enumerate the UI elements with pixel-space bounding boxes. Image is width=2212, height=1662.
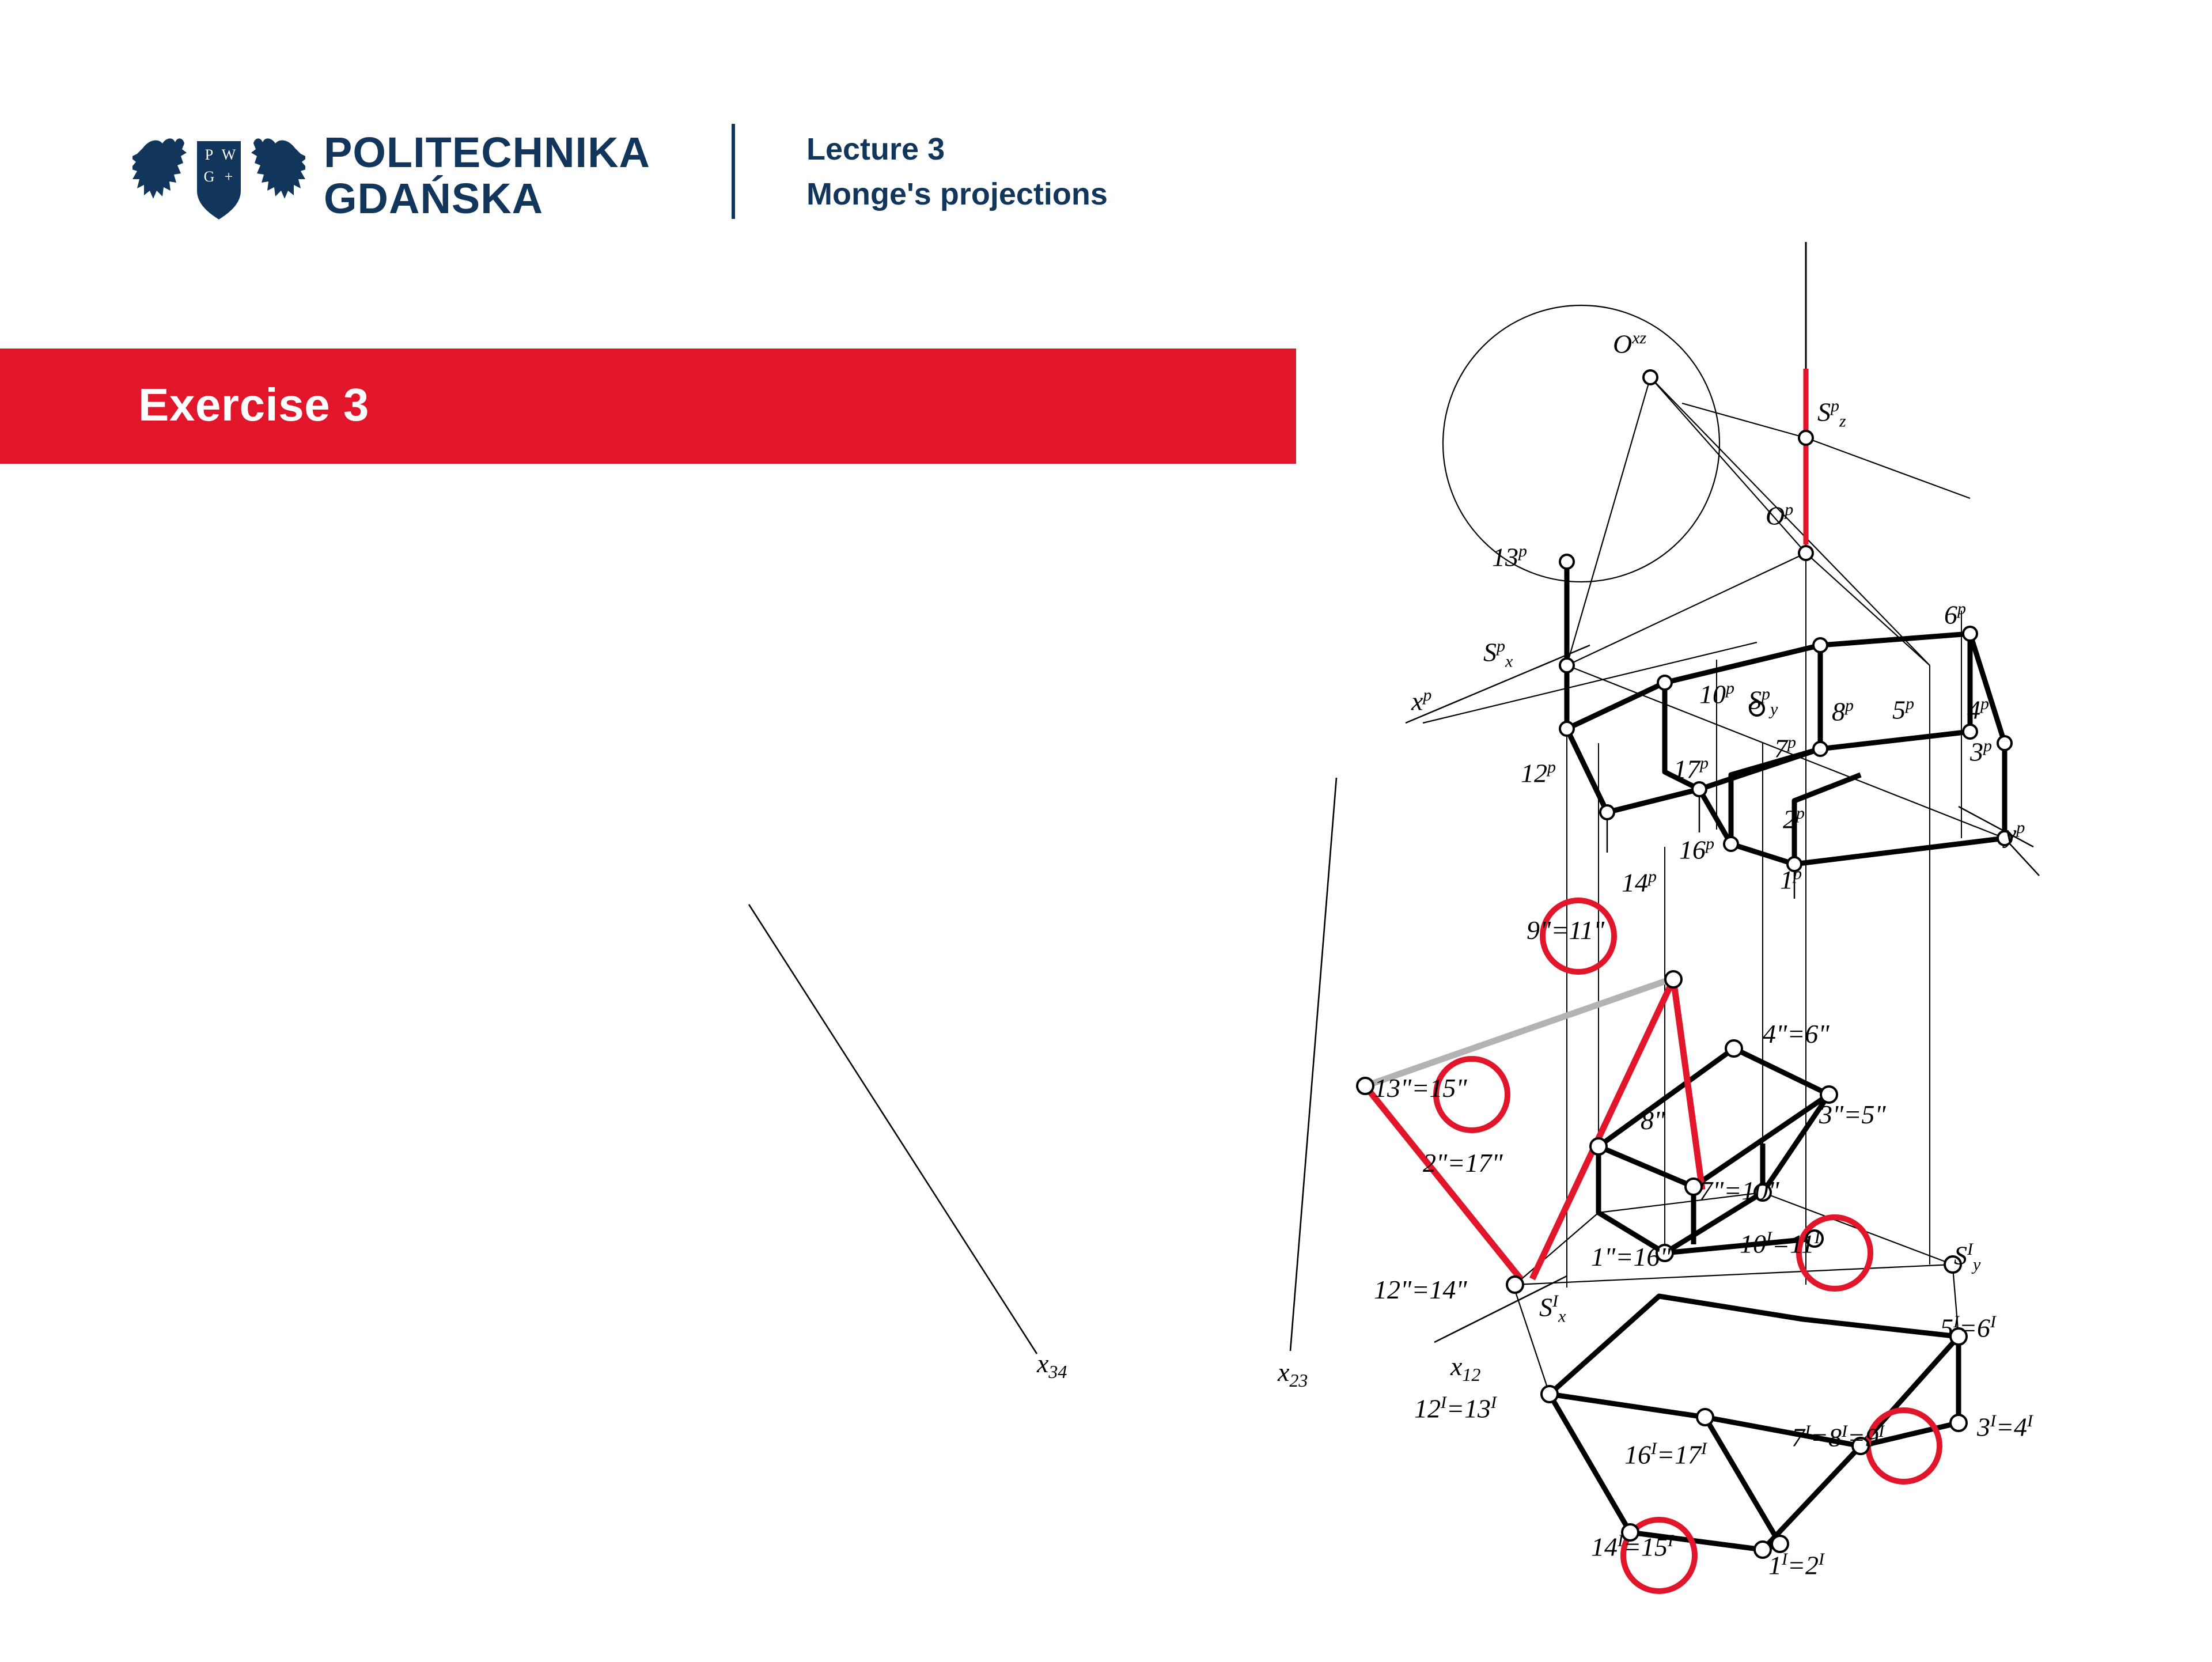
- x34-axis: [749, 904, 1037, 1354]
- grey-line-2nd: [1365, 979, 1671, 1086]
- svg-text:G: G: [203, 168, 215, 185]
- p10-label: 10$^p$: [1699, 679, 1734, 709]
- p13-label: 13$^p$: [1492, 542, 1527, 572]
- v4-6-label: 4"=6": [1763, 1019, 1830, 1048]
- p4-label: 4$^p$: [1967, 694, 1989, 725]
- p12-label: 12$^p$: [1521, 758, 1556, 788]
- o-p-label: $O^p$: [1766, 500, 1794, 531]
- xp-axis-label: $x^p$: [1411, 686, 1432, 716]
- x23-axis: [1290, 778, 1336, 1351]
- p6-label: 6$^p$: [1944, 599, 1966, 630]
- h16-17-label: $16^I=17^I$: [1624, 1439, 1707, 1470]
- sx-p-label: $S^p_x$: [1483, 637, 1513, 671]
- sy-prime-label: $S^I_y$: [1954, 1240, 1981, 1274]
- p2-label: 2$^p$: [1783, 804, 1805, 834]
- v9-11-label: 9"=11": [1527, 915, 1605, 945]
- v1-16-label: 1"=16": [1591, 1242, 1671, 1271]
- p17-label: 17$^p$: [1673, 754, 1709, 784]
- p8-label: 8$^p$: [1832, 696, 1854, 726]
- h12-13-label: $12^I=13^I$: [1414, 1393, 1497, 1424]
- h7-8-9-label: $7^I=8^I=9^I$: [1791, 1422, 1885, 1452]
- sx-prime-label: $S^I_x$: [1539, 1292, 1566, 1326]
- p14-label: 14$^p$: [1622, 867, 1657, 898]
- vertical-projection-thin: [1515, 1192, 1953, 1285]
- svg-text:W: W: [221, 146, 236, 163]
- v10-11-label: $10^I=11^I$: [1740, 1228, 1820, 1259]
- o-xz-label: $O^{xz}$: [1613, 328, 1647, 359]
- p1-label: 1$^p$: [1780, 864, 1802, 895]
- svg-text:+: +: [224, 168, 233, 185]
- lecture-number: Lecture 3: [806, 132, 945, 166]
- lecture-subject: Monge's projections: [806, 177, 1108, 212]
- vertical-projection-solid: [1599, 1048, 1829, 1253]
- p5-label: 5$^p$: [1892, 694, 1914, 725]
- v3-5-label: 3"=5": [1819, 1100, 1886, 1129]
- v13-15-label: 13"=15": [1374, 1073, 1467, 1103]
- h1-2-label: $1^I=2^I$: [1768, 1550, 1825, 1580]
- p7-label: 7$^p$: [1774, 733, 1796, 763]
- v12-14-label: 12"=14": [1374, 1275, 1467, 1304]
- exercise-title: Exercise 3: [138, 379, 369, 430]
- p3-label: 3$^p$: [1970, 736, 1992, 767]
- x23-axis-label: $x_{23}$: [1278, 1357, 1308, 1391]
- sz-p-label: $S^p_z$: [1817, 396, 1846, 431]
- svg-text:P: P: [204, 146, 214, 163]
- x12-axis-label: $x_{12}$: [1450, 1351, 1481, 1385]
- x34-axis-label: $x_{34}$: [1037, 1349, 1067, 1383]
- sy-p-label: $S^p_y$: [1748, 684, 1778, 719]
- h3-4-label: $3^I=4^I$: [1977, 1411, 2033, 1442]
- v8-label: 8": [1641, 1106, 1665, 1135]
- horizontal-projection-solid: [1550, 1296, 1959, 1550]
- v7-10-label: 7"=10": [1699, 1176, 1779, 1205]
- university-name-line1: POLITECHNIKA: [324, 128, 650, 177]
- yp-axis-label: $y^p$: [2005, 818, 2025, 849]
- h14-15-label: $14^I=15^I$: [1591, 1531, 1674, 1562]
- v2-17-label: 2"=17": [1423, 1148, 1503, 1178]
- university-name-line2: GDAŃSKA: [324, 175, 544, 222]
- h5-6-label: $5^I=6^I$: [1940, 1312, 1997, 1343]
- highlight-circles: [1436, 900, 1940, 1591]
- red-line-2nd-b: [1673, 979, 1702, 1190]
- p16-label: 16$^p$: [1679, 834, 1714, 865]
